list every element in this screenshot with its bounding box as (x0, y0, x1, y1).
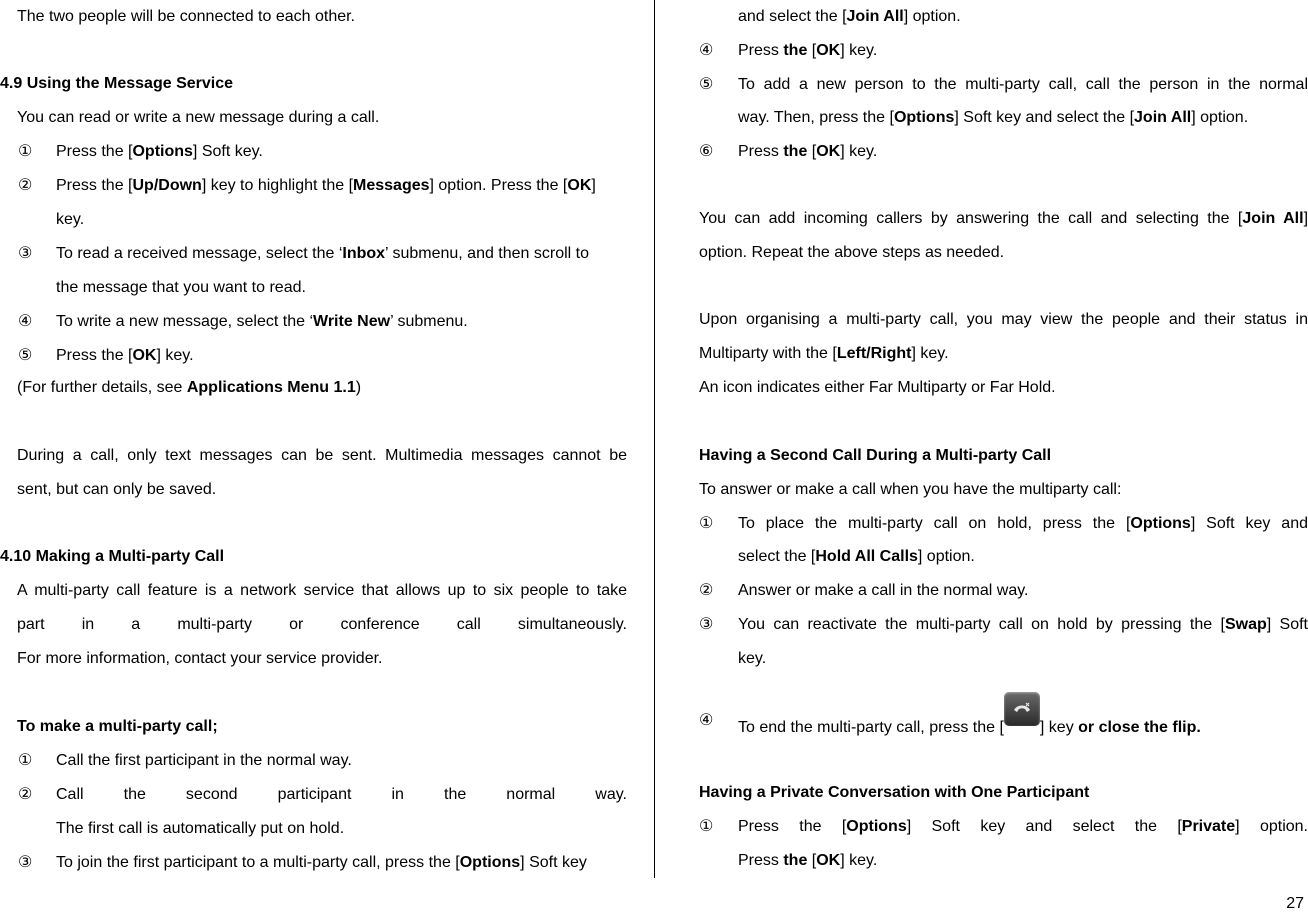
step-text: To end the multi-party call, press the [ ] key or close the flip. (738, 704, 1201, 745)
step-number: ④ (18, 313, 33, 330)
step-number: ② (699, 582, 714, 599)
list-item (18, 305, 627, 339)
step-continuation: the message that you want to read. (56, 279, 306, 296)
paragraph-line: You can add incoming callers by answering the call and selecting the [Join All] (699, 210, 1308, 227)
end-call-key-icon (1004, 692, 1040, 726)
further-details: (For further details, see Applications Menu 1.1) (17, 379, 362, 396)
note-line: During a call, only text messages can be sent. Multimedia messages cannot be (17, 447, 627, 464)
list-item (18, 169, 627, 203)
step-number: ② (18, 786, 33, 803)
step-text: Press the [Up/Down] key to highlight the [Messages] option. Press the [OK] (56, 177, 596, 194)
list-item (699, 135, 1308, 169)
step-text: Press the [OK] key. (56, 347, 194, 364)
section-4-9-intro: You can read or write a new message during a call. (17, 109, 380, 126)
section-intro: To answer or make a call when you have the multiparty call: (699, 481, 1122, 498)
section-heading-second-call: Having a Second Call During a Multi-party Call (699, 447, 1052, 464)
subheading: To make a multi-party call; (17, 718, 218, 735)
paragraph-line: option. Repeat the above steps as needed. (699, 244, 1005, 261)
step-text: To write a new message, select the ‘Write New’ submenu. (56, 313, 468, 330)
step-continuation: select the [Hold All Calls] option. (738, 548, 975, 565)
step-text: Press the [OK] key. (738, 143, 878, 160)
section-heading-private: Having a Private Conversation with One Participant (699, 784, 1090, 801)
step-continuation: key. (56, 211, 85, 228)
paragraph-line: A multi-party call feature is a network service that allows up to six people to take (17, 582, 627, 599)
section-heading-4-9: 4.9 Using the Message Service (0, 75, 233, 92)
section-heading-4-10: 4.10 Making a Multi-party Call (0, 548, 225, 565)
list-item (699, 704, 1308, 738)
list-item (699, 34, 1308, 68)
step-text: You can reactivate the multi-party call on hold by pressing the [Swap] Soft (738, 616, 1308, 633)
list-item (18, 237, 627, 271)
step-text: To join the first participant to a multi-party call, press the [Options] Soft key (56, 854, 587, 871)
step-number: ④ (699, 712, 714, 729)
list-item (699, 507, 1308, 541)
paragraph-line: part in a multi-party or conference call simultaneously. (17, 616, 627, 633)
step-number: ③ (699, 616, 714, 633)
step-text: Press the [Options] Soft key. (56, 143, 263, 160)
paragraph-line: For more information, contact your service provider. (17, 650, 383, 667)
step-text: Call the second participant in the normal way. (56, 786, 627, 803)
step-continuation: way. Then, press the [Options] Soft key and select the [Join All] option. (738, 109, 1249, 126)
step-number: ① (699, 818, 714, 835)
paragraph-line: An icon indicates either Far Multiparty or Far Hold. (699, 379, 1056, 396)
step-continuation: key. (738, 650, 767, 667)
paragraph-line: Multiparty with the [Left/Right] key. (699, 345, 949, 362)
step-number: ① (18, 143, 33, 160)
step-number: ⑤ (699, 76, 714, 93)
step-continuation: and select the [Join All] option. (738, 8, 961, 25)
list-item (18, 778, 627, 812)
list-item (699, 574, 1308, 608)
list-item (18, 846, 627, 880)
step-number: ① (18, 752, 33, 769)
list-item (18, 744, 627, 778)
step-text: To place the multi-party call on hold, press the [Options] Soft key and (738, 515, 1308, 532)
note-line: sent, but can only be saved. (17, 481, 217, 498)
step-text: To read a received message, select the ‘Inbox’ submenu, and then scroll to (56, 245, 590, 262)
intro-line: The two people will be connected to each other. (17, 8, 355, 25)
step-number: ④ (699, 42, 714, 59)
step-number: ③ (18, 245, 33, 262)
step-text: Press the [OK] key. (738, 42, 878, 59)
step-number: ⑥ (699, 143, 714, 160)
step-continuation: The first call is automatically put on hold. (56, 820, 345, 837)
step-continuation: Press the [OK] key. (738, 852, 878, 869)
step-text: Answer or make a call in the normal way. (738, 582, 1029, 599)
page-number: 27 (1286, 895, 1304, 912)
list-item (18, 135, 627, 169)
list-item (699, 608, 1308, 642)
list-item (699, 810, 1308, 844)
column-divider (654, 0, 655, 878)
step-text: Press the [Options] Soft key and select the [Private] option. (738, 818, 1308, 835)
step-number: ② (18, 177, 33, 194)
list-item (18, 339, 627, 373)
step-number: ③ (18, 854, 33, 871)
step-number: ① (699, 515, 714, 532)
step-number: ⑤ (18, 347, 33, 364)
step-text: To add a new person to the multi-party call, call the person in the normal (738, 76, 1308, 93)
list-item (699, 68, 1308, 102)
step-text: Call the first participant in the normal way. (56, 752, 352, 769)
paragraph-line: Upon organising a multi-party call, you may view the people and their status in (699, 311, 1308, 328)
